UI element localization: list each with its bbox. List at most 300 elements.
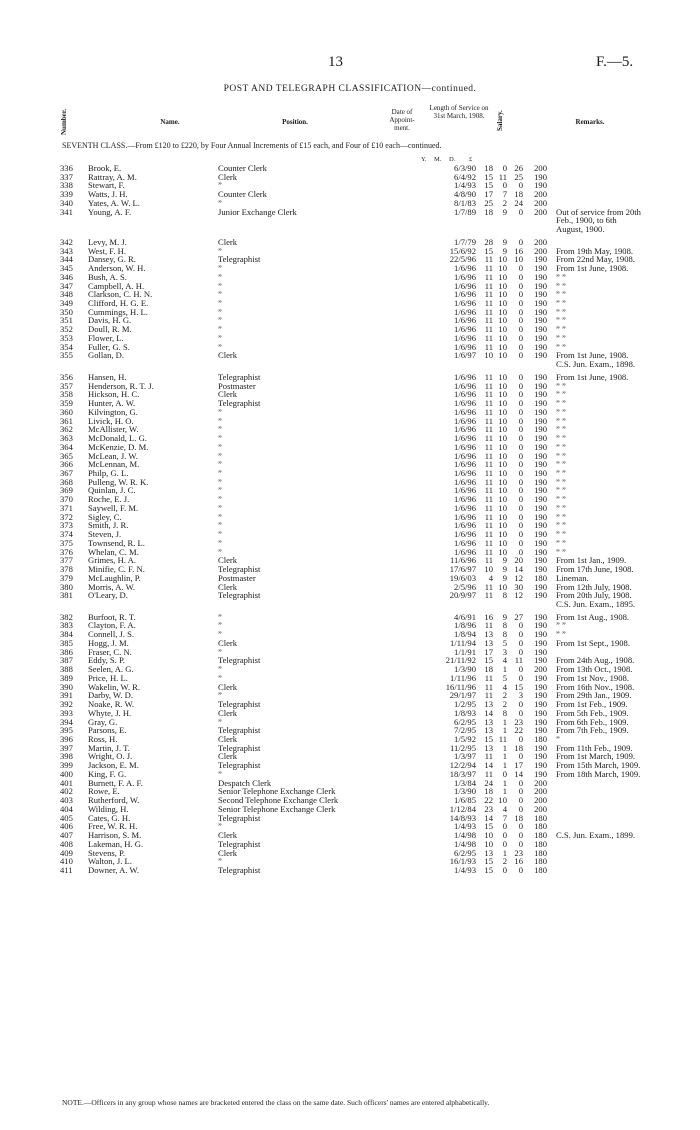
row-salary: 180 bbox=[534, 812, 547, 823]
row-months: 10 bbox=[498, 795, 507, 806]
row-years: 11 bbox=[484, 332, 493, 343]
row-days: 0 bbox=[518, 751, 523, 762]
row-months: 10 bbox=[498, 415, 507, 426]
row-salary: 190 bbox=[534, 620, 547, 631]
row-years: 15 bbox=[484, 655, 493, 666]
row-years: 11 bbox=[484, 494, 493, 505]
row-years: 10 bbox=[484, 564, 493, 575]
row-number bbox=[60, 600, 82, 609]
row-days: 0 bbox=[518, 620, 523, 631]
row-date: 16/1/93 bbox=[449, 856, 476, 867]
row-number: 359 bbox=[60, 398, 73, 409]
row-salary: 190 bbox=[534, 520, 547, 531]
row-number: 353 bbox=[60, 332, 73, 343]
row-years: 24 bbox=[484, 777, 493, 788]
row-salary: 190 bbox=[534, 742, 547, 753]
row-salary: 190 bbox=[534, 725, 547, 736]
row-date: 1/2/95 bbox=[454, 699, 476, 710]
row-date: 1/6/96 bbox=[454, 459, 476, 470]
row-remarks bbox=[547, 787, 686, 796]
table-row bbox=[60, 181, 686, 190]
row-date: 1/3/90 bbox=[454, 786, 476, 797]
row-position: ” bbox=[218, 306, 222, 317]
row-days: 0 bbox=[518, 289, 523, 300]
row-position: Telegraphist bbox=[218, 865, 261, 876]
row-remarks: ” ” bbox=[556, 341, 566, 352]
row-name: Burfoot, R. T. bbox=[88, 611, 136, 622]
row-date: 16/11/96 bbox=[445, 681, 476, 692]
row-name: Clayton, F. A. bbox=[88, 620, 136, 631]
row-name: Quinlan, J. C. bbox=[88, 485, 136, 496]
row-days: 0 bbox=[518, 637, 523, 648]
row-remarks: ” ” bbox=[556, 441, 566, 452]
row-name: Gray, G. bbox=[88, 716, 118, 727]
table-row bbox=[60, 805, 686, 814]
row-remarks: ” ” bbox=[556, 476, 566, 487]
table-row bbox=[60, 495, 686, 504]
row-months: 5 bbox=[502, 672, 507, 683]
row-years: 15 bbox=[484, 856, 493, 867]
row-position: Counter Clerk bbox=[218, 189, 267, 200]
row-days: 0 bbox=[518, 380, 523, 391]
row-days: 0 bbox=[518, 734, 523, 744]
table-row bbox=[60, 325, 686, 334]
table-row bbox=[60, 530, 686, 539]
row-months: 10 bbox=[498, 537, 507, 548]
row-months: 10 bbox=[498, 324, 507, 335]
row-years: 11 bbox=[484, 398, 493, 409]
row-salary: 190 bbox=[534, 476, 547, 487]
row-name: Flower, L. bbox=[88, 332, 124, 343]
row-name: Morris, A. W. bbox=[88, 581, 136, 592]
row-days: 16 bbox=[514, 245, 523, 256]
row-years: 14 bbox=[484, 707, 493, 718]
row-position: ” bbox=[218, 263, 222, 274]
row-date: 1/6/96 bbox=[454, 424, 476, 435]
table-row bbox=[60, 399, 686, 408]
row-name: Anderson, W. H. bbox=[88, 263, 146, 274]
row-date: 1/6/96 bbox=[454, 406, 476, 417]
row-number: 365 bbox=[60, 450, 73, 461]
row-salary: 200 bbox=[534, 786, 547, 797]
row-months: 9 bbox=[502, 564, 507, 575]
row-salary: 180 bbox=[534, 734, 547, 744]
page-header bbox=[0, 54, 700, 74]
row-years: 11 bbox=[484, 555, 493, 566]
row-name: Rattray, A. M. bbox=[88, 171, 137, 182]
table-row bbox=[60, 225, 686, 234]
row-days: 22 bbox=[514, 725, 523, 736]
row-position: ” bbox=[218, 476, 222, 487]
row-date: 1/6/96 bbox=[454, 433, 476, 444]
class-heading: SEVENTH CLASS.—From £120 to £220, by Four Annual Increments of £15 each, and Four of £10 each—continued. bbox=[62, 141, 442, 150]
row-years: 18 bbox=[484, 206, 493, 217]
row-remarks: ” ” bbox=[556, 502, 566, 513]
row-remarks: ” ” bbox=[556, 546, 566, 557]
row-remarks: ” ” bbox=[556, 520, 566, 531]
col-number-header: Number. bbox=[60, 109, 68, 135]
row-salary: 190 bbox=[534, 280, 547, 291]
row-months: 0 bbox=[502, 838, 507, 849]
row-number: 383 bbox=[60, 620, 73, 631]
row-position: Clerk bbox=[218, 751, 238, 762]
row-days: 18 bbox=[514, 189, 523, 200]
row-number: 386 bbox=[60, 646, 73, 657]
row-number: 400 bbox=[60, 768, 73, 779]
row-years: 18 bbox=[484, 786, 493, 797]
row-remarks bbox=[547, 779, 686, 788]
row-years: 11 bbox=[484, 406, 493, 417]
row-date: 18/3/97 bbox=[449, 768, 476, 779]
row-name: Darby, W. D. bbox=[88, 690, 134, 701]
row-salary: 190 bbox=[534, 424, 547, 435]
row-salary: 180 bbox=[534, 572, 547, 583]
row-days: 0 bbox=[518, 280, 523, 291]
row-years: 11 bbox=[484, 467, 493, 478]
table-row bbox=[60, 360, 686, 369]
row-date: 1/8/94 bbox=[454, 629, 476, 640]
row-name: McKenzie, D. M. bbox=[88, 441, 149, 452]
row-position: ” bbox=[218, 529, 222, 540]
row-salary: 180 bbox=[534, 847, 547, 858]
row-months: 10 bbox=[498, 511, 507, 522]
row-salary: 200 bbox=[534, 777, 547, 788]
row-days bbox=[507, 216, 523, 225]
row-position: Clerk bbox=[218, 830, 238, 841]
row-number: 380 bbox=[60, 581, 73, 592]
row-days: 0 bbox=[518, 786, 523, 797]
row-years: 11 bbox=[484, 520, 493, 531]
row-date: 15/6/92 bbox=[449, 245, 476, 256]
row-name: Townsend, R. L. bbox=[88, 537, 145, 548]
row-days: 0 bbox=[518, 646, 523, 657]
row-salary: 190 bbox=[534, 716, 547, 727]
row-years: 13 bbox=[484, 725, 493, 736]
row-position: Counter Clerk bbox=[218, 163, 267, 173]
row-name: Young, A. F. bbox=[88, 206, 132, 217]
row-name: Yates, A. W. L. bbox=[88, 197, 140, 208]
row-years: 11 bbox=[484, 415, 493, 426]
table-row bbox=[60, 434, 686, 443]
row-months: 10 bbox=[498, 406, 507, 417]
row-remarks: From 15th March, 1909. bbox=[556, 760, 641, 771]
row-years: 11 bbox=[484, 324, 493, 335]
row-days: 0 bbox=[518, 546, 523, 557]
row-remarks: From 1st Jan., 1909. bbox=[556, 555, 627, 566]
row-name: Pulleng, W. R. K. bbox=[88, 476, 149, 487]
row-months: 9 bbox=[502, 555, 507, 566]
row-years: 22 bbox=[484, 795, 493, 806]
row-number: 347 bbox=[60, 280, 73, 291]
row-days: 12 bbox=[514, 590, 523, 601]
row-remarks: C.S. Jun. Exam., 1898. bbox=[556, 359, 636, 370]
row-salary: 200 bbox=[534, 197, 547, 208]
row-salary: 190 bbox=[534, 441, 547, 452]
row-remarks: ” ” bbox=[556, 459, 566, 470]
row-salary: 190 bbox=[534, 389, 547, 400]
row-salary: 190 bbox=[534, 289, 547, 300]
row-years: 14 bbox=[484, 760, 493, 771]
row-number: 388 bbox=[60, 664, 73, 675]
row-position: ” bbox=[218, 332, 222, 343]
page-reference: F.—5. bbox=[596, 54, 634, 70]
row-days: 24 bbox=[514, 197, 523, 208]
row-remarks bbox=[547, 866, 686, 875]
row-years: 11 bbox=[484, 371, 493, 382]
row-remarks: From 18th March, 1909. bbox=[556, 768, 641, 779]
row-salary: 190 bbox=[534, 298, 547, 309]
row-position: ” bbox=[218, 298, 222, 309]
row-date: 1/6/96 bbox=[454, 315, 476, 326]
row-name: Martin, J. T. bbox=[88, 742, 130, 753]
row-remarks: ” ” bbox=[556, 467, 566, 478]
row-remarks: From 1st Aug., 1908. bbox=[556, 611, 630, 622]
row-number: 385 bbox=[60, 637, 73, 648]
row-days: 0 bbox=[518, 398, 523, 409]
row-date: 4/6/91 bbox=[454, 611, 476, 622]
row-salary: 190 bbox=[534, 450, 547, 461]
row-days: 0 bbox=[518, 341, 523, 352]
row-days: 0 bbox=[518, 777, 523, 788]
unit-pound: £ bbox=[469, 156, 473, 163]
row-name: Henderson, R. T. J. bbox=[88, 380, 154, 391]
row-days: 3 bbox=[518, 690, 523, 701]
row-salary: 200 bbox=[534, 206, 547, 217]
row-date bbox=[421, 225, 479, 234]
row-name: Hogg, J. M. bbox=[88, 637, 129, 648]
row-months: 9 bbox=[502, 245, 507, 256]
row-remarks: ” ” bbox=[556, 380, 566, 391]
row-years: 18 bbox=[484, 163, 493, 173]
row-remarks: From 7th Feb., 1909. bbox=[556, 725, 629, 736]
row-salary: 190 bbox=[534, 511, 547, 522]
row-number bbox=[60, 216, 82, 225]
row-date bbox=[421, 216, 479, 225]
row-position: ” bbox=[218, 467, 222, 478]
row-salary: 190 bbox=[534, 629, 547, 640]
row-date: 1/6/96 bbox=[454, 389, 476, 400]
row-months: 9 bbox=[502, 206, 507, 217]
row-name: McLaughlin, P. bbox=[88, 572, 141, 583]
row-position: ” bbox=[218, 494, 222, 505]
row-months: 8 bbox=[502, 707, 507, 718]
row-date: 1/6/96 bbox=[454, 537, 476, 548]
row-remarks: From 6th Feb., 1909. bbox=[556, 716, 629, 727]
row-position: ” bbox=[218, 415, 222, 426]
row-remarks bbox=[547, 805, 686, 814]
row-number: 340 bbox=[60, 197, 73, 208]
col-date-header: Date of Appoint- ment. bbox=[389, 108, 415, 132]
row-name: Brook, E. bbox=[88, 163, 122, 173]
row-days: 0 bbox=[518, 450, 523, 461]
row-salary: 190 bbox=[534, 751, 547, 762]
row-remarks: ” ” bbox=[556, 324, 566, 335]
row-salary: 190 bbox=[534, 681, 547, 692]
row-salary bbox=[523, 600, 547, 609]
table-row bbox=[60, 539, 686, 548]
table-row bbox=[60, 857, 686, 866]
row-name: Smith, J. R. bbox=[88, 520, 129, 531]
row-years: 11 bbox=[484, 441, 493, 452]
row-months: 0 bbox=[502, 865, 507, 876]
row-remarks: ” ” bbox=[556, 332, 566, 343]
row-name: Clarkson, C. H. N. bbox=[88, 289, 153, 300]
row-days: 23 bbox=[514, 716, 523, 727]
row-name: Davis, H. G. bbox=[88, 315, 132, 326]
row-position: Telegraphist bbox=[218, 564, 261, 575]
row-days: 0 bbox=[518, 699, 523, 710]
row-number: 381 bbox=[60, 590, 73, 601]
row-name: Whelan, C. M. bbox=[88, 546, 139, 557]
row-days: 0 bbox=[518, 415, 523, 426]
row-number: 408 bbox=[60, 838, 73, 849]
row-days: 0 bbox=[518, 324, 523, 335]
row-position: Telegraphist bbox=[218, 371, 261, 382]
row-remarks: From 1st March, 1909. bbox=[556, 751, 636, 762]
row-position: Junior Exchange Clerk bbox=[218, 206, 297, 217]
row-months: 0 bbox=[502, 830, 507, 841]
row-date: 14/8/93 bbox=[449, 812, 476, 823]
row-position: ” bbox=[218, 441, 222, 452]
row-number bbox=[60, 225, 82, 234]
row-days: 0 bbox=[518, 236, 523, 247]
row-date: 1/6/96 bbox=[454, 520, 476, 531]
row-years: 15 bbox=[484, 180, 493, 191]
table-row bbox=[60, 779, 686, 788]
row-months: 10 bbox=[498, 476, 507, 487]
row-months: 1 bbox=[502, 716, 507, 727]
row-number: 342 bbox=[60, 236, 73, 247]
row-months: 1 bbox=[502, 664, 507, 675]
row-months: 1 bbox=[502, 760, 507, 771]
row-number: 390 bbox=[60, 681, 73, 692]
table-row bbox=[60, 190, 686, 199]
row-number: 393 bbox=[60, 707, 73, 718]
row-salary: 190 bbox=[534, 546, 547, 557]
row-number: 358 bbox=[60, 389, 73, 400]
row-position: Clerk bbox=[218, 389, 238, 400]
row-years: 11 bbox=[484, 485, 493, 496]
row-name: Ross, H. bbox=[88, 734, 118, 744]
row-years: 11 bbox=[484, 450, 493, 461]
row-months: 4 bbox=[502, 655, 507, 666]
row-date: 1/11/94 bbox=[450, 637, 476, 648]
row-years: 11 bbox=[484, 502, 493, 513]
row-days: 0 bbox=[518, 707, 523, 718]
row-days: 0 bbox=[518, 263, 523, 274]
row-months: 9 bbox=[502, 572, 507, 583]
row-number: 368 bbox=[60, 476, 73, 487]
row-name: Roche, E. J. bbox=[88, 494, 130, 505]
row-date: 4/8/90 bbox=[454, 189, 476, 200]
row-name: McDonald, L. G. bbox=[88, 433, 147, 444]
table-row bbox=[60, 334, 686, 343]
row-date: 1/6/96 bbox=[454, 263, 476, 274]
row-days bbox=[507, 600, 523, 609]
row-remarks: From 22nd May, 1908. bbox=[556, 254, 635, 265]
table-row bbox=[60, 443, 686, 452]
table-row bbox=[60, 282, 686, 291]
row-number: 405 bbox=[60, 812, 73, 823]
row-remarks: ” ” bbox=[556, 398, 566, 409]
row-number: 392 bbox=[60, 699, 73, 710]
row-remarks bbox=[547, 181, 686, 190]
row-years: 11 bbox=[484, 298, 493, 309]
column-headers bbox=[60, 104, 680, 144]
row-number: 350 bbox=[60, 306, 73, 317]
row-position: Telegraphist bbox=[218, 812, 261, 823]
row-months: 10 bbox=[498, 289, 507, 300]
row-months: 10 bbox=[498, 350, 507, 361]
row-salary: 190 bbox=[534, 537, 547, 548]
row-name: Burnett, F. A. F. bbox=[88, 777, 143, 788]
row-years: 17 bbox=[484, 189, 493, 200]
row-position: Telegraphist bbox=[218, 742, 261, 753]
row-months: 10 bbox=[498, 424, 507, 435]
row-date: 1/5/92 bbox=[454, 734, 476, 744]
row-date: 1/3/90 bbox=[454, 664, 476, 675]
row-salary: 180 bbox=[534, 865, 547, 876]
row-position: ” bbox=[218, 459, 222, 470]
row-date: 1/6/96 bbox=[454, 371, 476, 382]
row-days: 0 bbox=[518, 511, 523, 522]
row-name: Seelen, A. G. bbox=[88, 664, 134, 675]
row-position: Telegraphist bbox=[218, 760, 261, 771]
row-remarks: ” ” bbox=[556, 629, 566, 640]
row-days: 0 bbox=[518, 441, 523, 452]
row-date: 1/6/96 bbox=[454, 450, 476, 461]
row-days: 12 bbox=[514, 572, 523, 583]
row-position: Postmaster bbox=[218, 572, 256, 583]
row-remarks: ” ” bbox=[556, 280, 566, 291]
row-number: 351 bbox=[60, 315, 73, 326]
col-position-header: Position. bbox=[282, 118, 308, 126]
row-years: 11 bbox=[484, 459, 493, 470]
row-number: 404 bbox=[60, 803, 73, 814]
row-months: 2 bbox=[502, 197, 507, 208]
row-date: 1/6/97 bbox=[454, 350, 476, 361]
row-number: 361 bbox=[60, 415, 73, 426]
row-name: Sigley, C. bbox=[88, 511, 122, 522]
row-name: McLennan, M. bbox=[88, 459, 140, 470]
row-remarks: ” bbox=[556, 734, 560, 744]
row-years: 11 bbox=[484, 315, 493, 326]
row-remarks: From 1st June, 1908. bbox=[556, 263, 629, 274]
row-date bbox=[421, 600, 479, 609]
row-days: 18 bbox=[514, 742, 523, 753]
row-months: 5 bbox=[502, 637, 507, 648]
row-days: 0 bbox=[518, 803, 523, 814]
row-months: 10 bbox=[498, 450, 507, 461]
row-salary: 190 bbox=[534, 494, 547, 505]
row-years: 15 bbox=[484, 171, 493, 182]
row-salary: 190 bbox=[534, 564, 547, 575]
row-salary: 200 bbox=[534, 664, 547, 675]
row-name: King, F. G. bbox=[88, 768, 127, 779]
row-salary: 190 bbox=[534, 306, 547, 317]
row-date: 1/3/97 bbox=[454, 751, 476, 762]
table-row bbox=[60, 452, 686, 461]
row-date: 20/9/97 bbox=[449, 590, 476, 601]
table-row bbox=[60, 290, 686, 299]
row-years: 11 bbox=[484, 751, 493, 762]
row-years: 23 bbox=[484, 803, 493, 814]
row-years: 4 bbox=[488, 572, 493, 583]
row-position: Clerk bbox=[218, 350, 238, 361]
row-name: Whyte, J. H. bbox=[88, 707, 132, 718]
row-position: ” bbox=[218, 341, 222, 352]
row-days: 17 bbox=[514, 760, 523, 771]
